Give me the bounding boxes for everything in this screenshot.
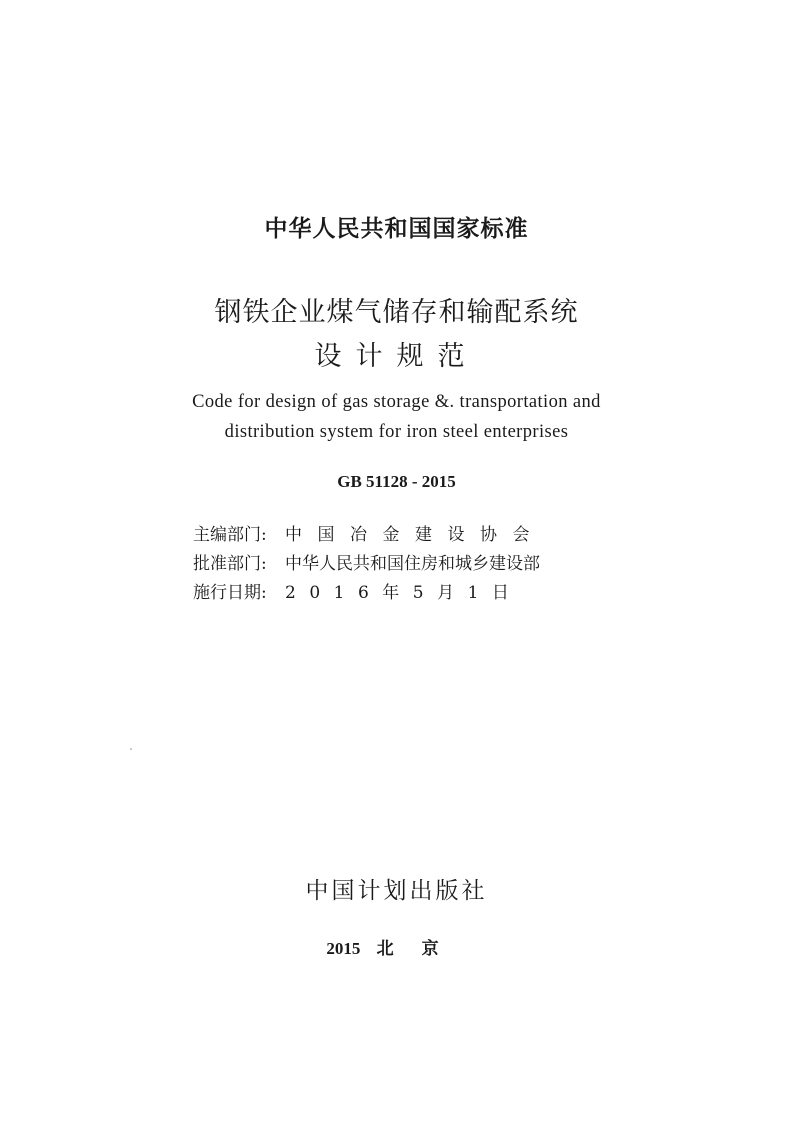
chinese-title-line-2: 设计规范 — [314, 341, 479, 372]
standard-code: GB 51128 - 2015 — [337, 472, 456, 491]
approver-value: 中华人民共和国住房和城乡建设部 — [285, 554, 540, 574]
standard-series: 中华人民共和国国家标准 — [264, 216, 529, 242]
editor-label: 主编部门: — [193, 525, 267, 545]
imprint-place: 北京 — [376, 939, 467, 958]
effective-date-value: 2016年5月1日 — [285, 583, 523, 603]
chinese-title-line-1: 钢铁企业煤气储存和输配系统 — [214, 297, 579, 328]
effective-date-label: 施行日期: — [193, 583, 267, 603]
imprint-year: 2015 — [326, 939, 361, 958]
scan-speck — [130, 748, 132, 750]
english-title-line-1: Code for design of gas storage &. transportation and — [192, 392, 601, 412]
publisher-name: 中国计划出版社 — [305, 878, 488, 904]
editor-row — [193, 520, 593, 545]
editor-value: 中国冶金建设协会 — [285, 525, 545, 545]
english-title-line-2: distribution system for iron steel enterprises — [224, 422, 569, 442]
approver-label: 批准部门: — [193, 554, 267, 574]
imprint — [0, 934, 793, 959]
approver-row — [193, 549, 593, 574]
effective-date-row — [193, 578, 593, 603]
